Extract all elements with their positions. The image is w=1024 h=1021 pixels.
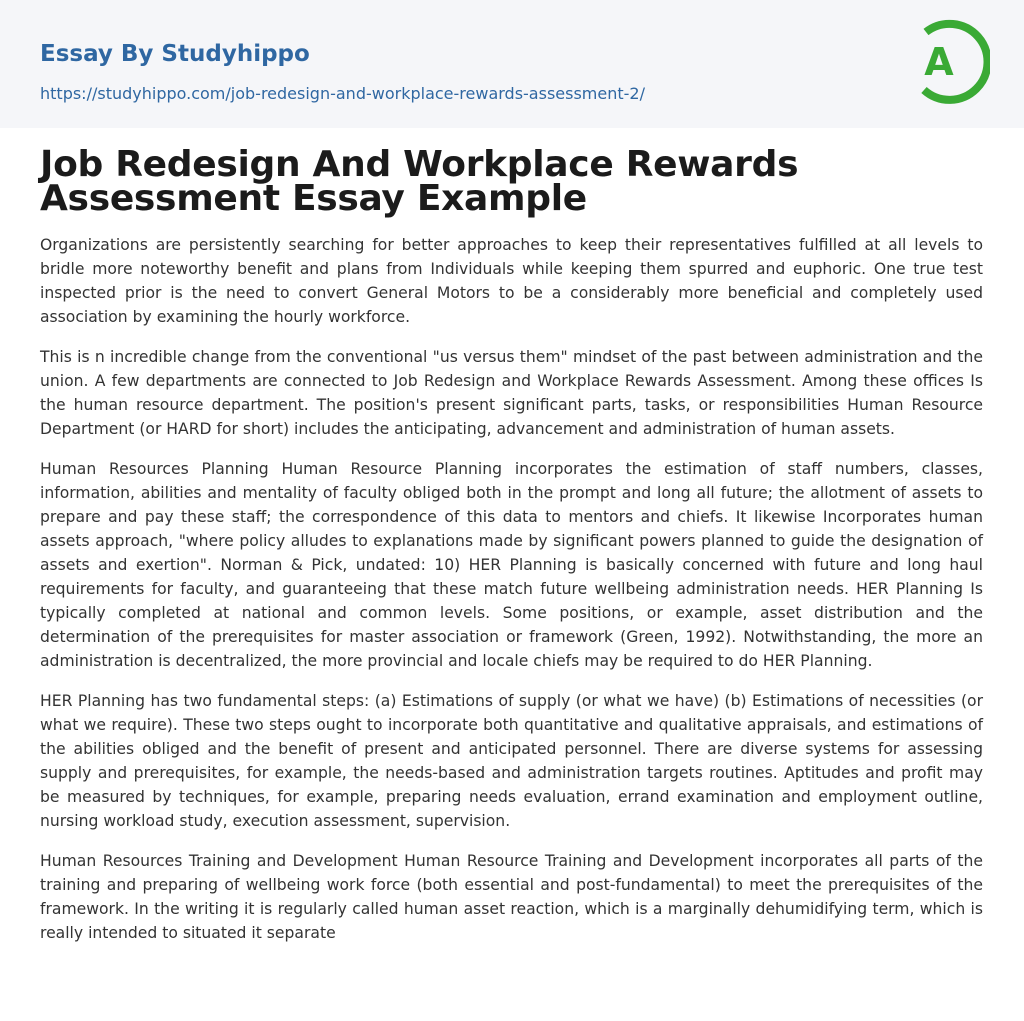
- logo-ring-icon: [910, 17, 990, 107]
- site-header: [0, 0, 1024, 128]
- site-brand[interactable]: Essay By Studyhippo: [40, 41, 310, 67]
- logo-letter: A: [924, 40, 954, 84]
- article: [40, 144, 983, 961]
- page-title: Job Redesign And Workplace Rewards Assessment Essay Example: [40, 144, 799, 219]
- paragraph: This is n incredible change from the conventional "us versus them" mindset of the past between administration and the union. A few departments are connected to Job Redesign and Workplace Rewards Assessment. Among these offices Is the human resource department. The position's present significant parts, tasks, or responsibilities Human Resource Department (or HARD for short) includes the anticipating, advancement and administration of human assets.: [40, 348, 983, 438]
- paragraph: Organizations are persistently searching for better approaches to keep their representatives fulfilled at all levels to bridle more noteworthy benefit and plans from Individuals while keeping them spurred and euphoric. One true test inspected prior is the need to convert General Motors to be a considerably more beneficial and completely used association by examining the hourly workforce.: [40, 236, 983, 326]
- page-url-link[interactable]: https://studyhippo.com/job-redesign-and-workplace-rewards-assessment-2/: [40, 84, 645, 103]
- paragraph: Human Resources Training and Development Human Resource Training and Development incorporates all parts of the training and preparing of wellbeing work force (both essential and post-fundamental) to meet the prerequisites of the framework. In the writing it is regularly called human asset reaction, which is a marginally dehumidifying term, which is really intended to situated it separate: [40, 852, 983, 942]
- paragraph: Human Resources Planning Human Resource Planning incorporates the estimation of staff numbers, classes, information, abilities and mentality of faculty obliged both in the prompt and long all future; the allotment of assets to prepare and pay these staff; the correspondence of this data to mentors and chiefs. It likewise Incorporates human assets approach, "where policy alludes to explanations made by significant powers planned to guide the designation of assets and exertion". Norman & Pick, undated: 10) HER Planning is basically concerned with future and long haul requirements for faculty, and guaranteeing that these match future wellbeing administration needs. HER Planning Is typically completed at national and common levels. Some positions, or example, asset distribution and the determination of the prerequisites for master association or framework (Green, 1992). Notwithstanding, the more an administration is decentralized, the more provincial and locale chiefs may be required to do HER Planning.: [40, 460, 983, 670]
- logo-letter-a-icon[interactable]: [910, 17, 990, 107]
- paragraph: HER Planning has two fundamental steps: (a) Estimations of supply (or what we have) (b) Estimations of necessities (or what we require). These two steps ought to incorporate both quantitative and qualitative appraisals, and estimations of the abilities obliged and the benefit of present and anticipated personnel. There are diverse systems for assessing supply and prerequisites, for example, the needs-based and administration targets routines. Aptitudes and profit may be measured by techniques, for example, preparing needs evaluation, errand examination and employment outline, nursing workload study, execution assessment, supervision.: [40, 692, 983, 830]
